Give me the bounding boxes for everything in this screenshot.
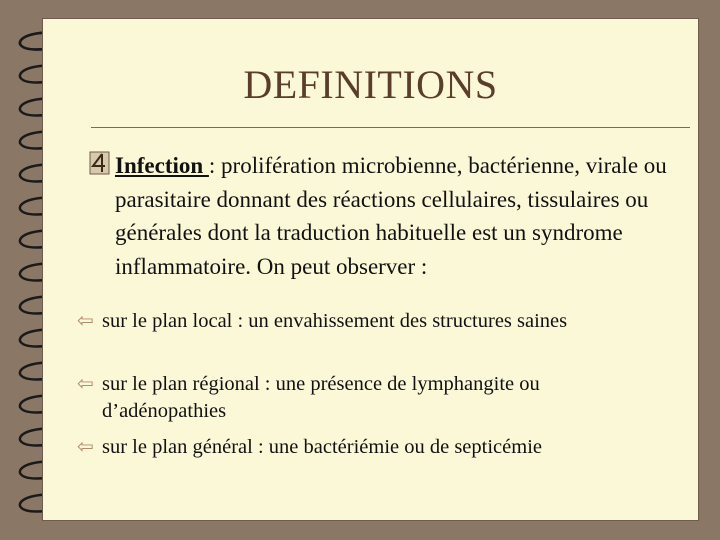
list-item [77,308,637,335]
list-item-text: sur le plan général : une bactériémie ou de septicémie [102,436,542,458]
list-item-text: sur le plan local : un envahissement des structures saines [102,310,568,332]
list-item-text: sur le plan régional : une présence de lymphangite ou d’adénopathies [102,373,540,422]
list-item [77,434,637,461]
definition-paragraph [115,149,695,283]
left-arrow-icon: ⇦ [77,310,94,332]
list-item [77,371,637,425]
title-divider [91,127,690,128]
definition-text: : prolifération microbienne, bactérienne, virale ou parasitaire donnant des réactions cellulaires, tissulaires ou générales dont la traduction habituelle est un syndrome inflammatoire. On peut observer : [115,153,667,279]
slide-title: DEFINITIONS [243,62,498,107]
numeral-4-bullet-icon [89,151,110,175]
left-arrow-icon: ⇦ [77,373,94,395]
term-infection: Infection [115,153,209,178]
left-arrow-icon: ⇦ [77,436,94,458]
